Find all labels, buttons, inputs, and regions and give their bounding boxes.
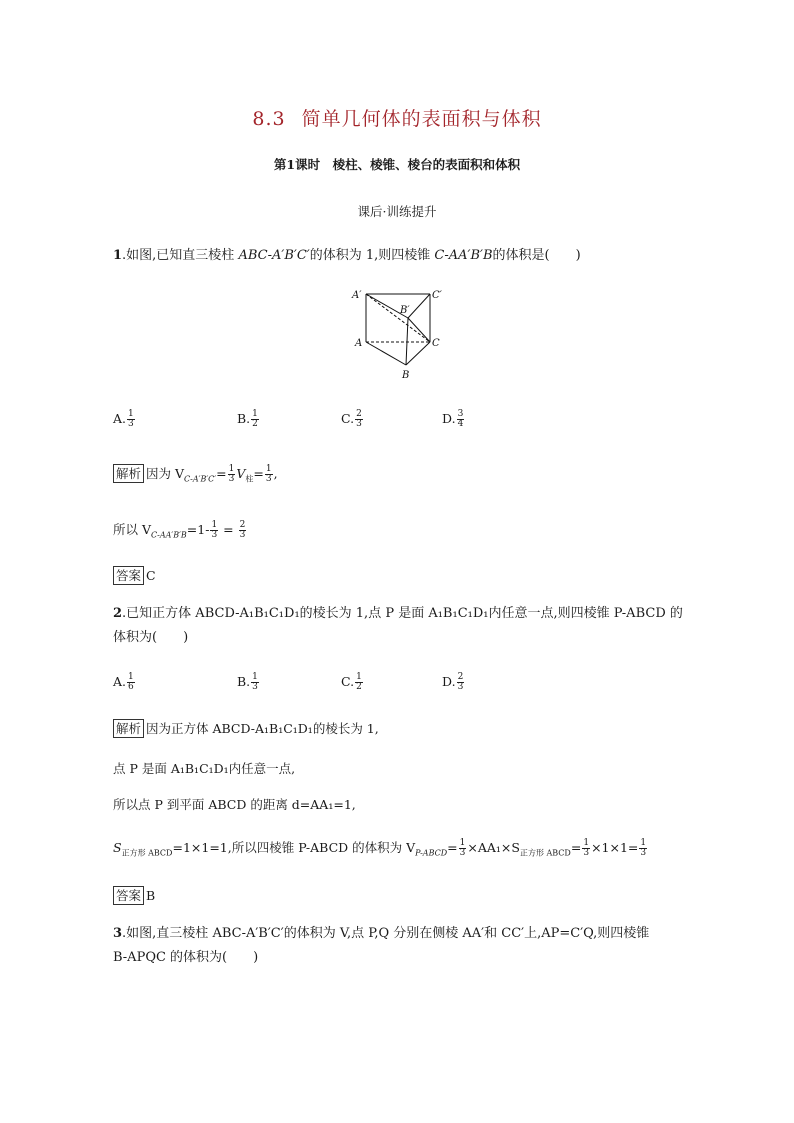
title-text: 简单几何体的表面积与体积 — [301, 108, 542, 130]
question-3: 3.如图,直三棱柱 ABC-A′B′C′的体积为 V,点 P,Q 分别在侧棱 AA′和 CC′上,AP=C′Q,则四棱锥 B-APQC 的体积为( ) — [113, 926, 650, 965]
prism-figure — [350, 282, 450, 382]
option-d[interactable]: D. $\frac{2}{3}$ — [442, 672, 464, 692]
edge-bc — [406, 342, 430, 365]
edge-b1c — [408, 318, 430, 342]
question-number: 1 — [113, 248, 123, 263]
q2-analysis-line-2: 点 P 是面 A₁B₁C₁D₁内任意一点, — [113, 761, 296, 776]
option-a[interactable]: A. $\frac{1}{6}$ — [113, 672, 134, 692]
edge-ab — [366, 342, 406, 365]
option-c[interactable]: C. $\frac{2}{3}$ — [341, 409, 362, 429]
analysis-tag: 解析 — [113, 464, 144, 483]
label-a1: A′ — [352, 290, 362, 301]
q2-answer — [113, 886, 155, 905]
lesson-subtitle: 第1课时 棱柱、棱锥、棱台的表面积和体积 — [273, 157, 521, 172]
label-a: A — [355, 338, 363, 349]
option-d[interactable]: D. $\frac{3}{4}$ — [442, 409, 464, 429]
analysis-tag: 解析 — [113, 719, 144, 738]
question-2: 2.已知正方体 ABCD-A₁B₁C₁D₁的棱长为 1,点 P 是面 A₁B₁C₁D₁内任意一点,则四棱锥 P-ABCD 的 体积为( ) — [113, 606, 683, 645]
q1-analysis-line-2: 所以 $V_{C-AA'B'B}=1-$ $\frac{1}{3}$ = $\frac{2}{3}$ — [113, 520, 246, 540]
edge-b1c1 — [408, 294, 430, 318]
answer-value: C — [146, 568, 156, 583]
q1-analysis-line-1: 解析 因为 $V_{C-A'B'C'}=$ $\frac{1}{3}$ $V_柱=$ $\frac{1}{3}$ , — [113, 464, 278, 485]
label-c1: C′ — [432, 290, 442, 301]
q2-analysis-line-1: 解析 因为正方体 ABCD-A₁B₁C₁D₁的棱长为 1, — [113, 719, 379, 738]
page-title — [0, 104, 794, 131]
question-number: 2 — [113, 606, 123, 621]
label-b1: B′ — [400, 305, 410, 316]
diagonal-a1c — [366, 294, 430, 342]
q2-analysis-line-3: 所以点 P 到平面 ABCD 的距离 d=AA₁=1, — [113, 797, 356, 812]
label-c: C — [432, 338, 440, 349]
option-a[interactable]: A. $\frac{1}{3}$ — [113, 409, 134, 429]
q2-analysis-line-4: $S_{正方形 ABCD}=1\times 1=1$,所以四棱锥 P-ABCD 的体积为 $V_{P-ABCD}=$ $\frac{1}{3}$ $\times AA_1\times S_{正方形 ABCD}=$ $\frac{1}{3}$ ×1×1= $\frac{1}{3}$ — [113, 838, 647, 858]
label-b: B — [402, 370, 410, 381]
question-1: 1.如图,已知直三棱柱 ABC-A′B′C′的体积为 1,则四棱锥 C-AA′B′B的体积是( ) — [113, 248, 581, 263]
section-number: 8.3 — [252, 108, 286, 130]
q1-answer — [113, 566, 156, 585]
option-c[interactable]: C. $\frac{1}{2}$ — [341, 672, 362, 692]
answer-value: B — [146, 888, 156, 903]
answer-tag: 答案 — [113, 886, 144, 905]
section-label: 课后·训练提升 — [357, 204, 437, 219]
option-b[interactable]: B. $\frac{1}{3}$ — [237, 672, 258, 692]
question-number: 3 — [113, 926, 123, 941]
answer-tag: 答案 — [113, 566, 144, 585]
option-b[interactable]: B. $\frac{1}{2}$ — [237, 409, 258, 429]
